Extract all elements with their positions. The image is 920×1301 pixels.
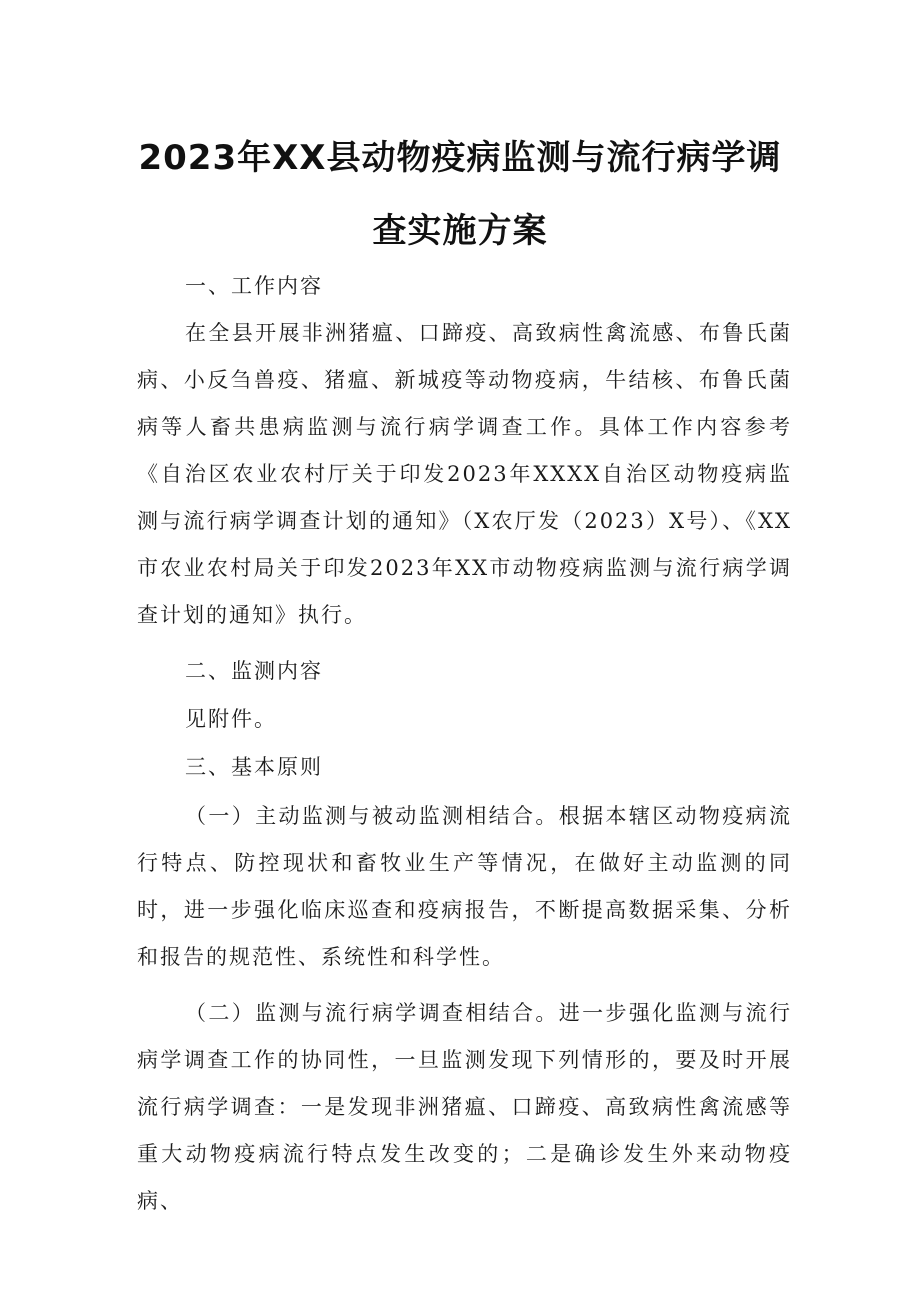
document-title-line2: 查实施方案	[372, 211, 548, 251]
principle-2-paragraph: （二）监测与流行病学调查相结合。进一步强化监测与流行病学调查工作的协同性，一旦监测发现下列情形的，要及时开展流行病学调查：一是发现非洲猪瘟、口蹄疫、高致病性禽流感等重大动物疫病流行特点发生改变的；二是确诊发生外来动物疫病、	[137, 1001, 792, 1213]
section2-heading: 二、监测内容	[185, 659, 323, 683]
section2-paragraph: 见附件。	[185, 707, 277, 731]
principle-1-paragraph: （一）主动监测与被动监测相结合。根据本辖区动物疫病流行特点、防控现状和畜牧业生产等情况，在做好主动监测的同时，进一步强化临床巡查和疫病报告，不断提高数据采集、分析和报告的规范性、系统性和科学性。	[137, 804, 792, 969]
section1-paragraph: 在全县开展非洲猪瘟、口蹄疫、高致病性禽流感、布鲁氏菌病、小反刍兽疫、猪瘟、新城疫等动物疫病，牛结核、布鲁氏菌病等人畜共患病监测与流行病学调查工作。具体工作内容参考《自治区农业农村厅关于印发2023年XXXX自治区动物疫病监测与流行病学调查计划的通知》（X农厅发（2023）X号）、《XX市农业农村局关于印发2023年XX市动物疫病监测与流行病学调查计划的通知》执行。	[137, 321, 792, 627]
section3-heading: 三、基本原则	[185, 755, 323, 779]
document-title-line1: 2023年XX县动物疫病监测与流行病学调	[138, 138, 782, 178]
section1-heading: 一、工作内容	[185, 274, 323, 298]
